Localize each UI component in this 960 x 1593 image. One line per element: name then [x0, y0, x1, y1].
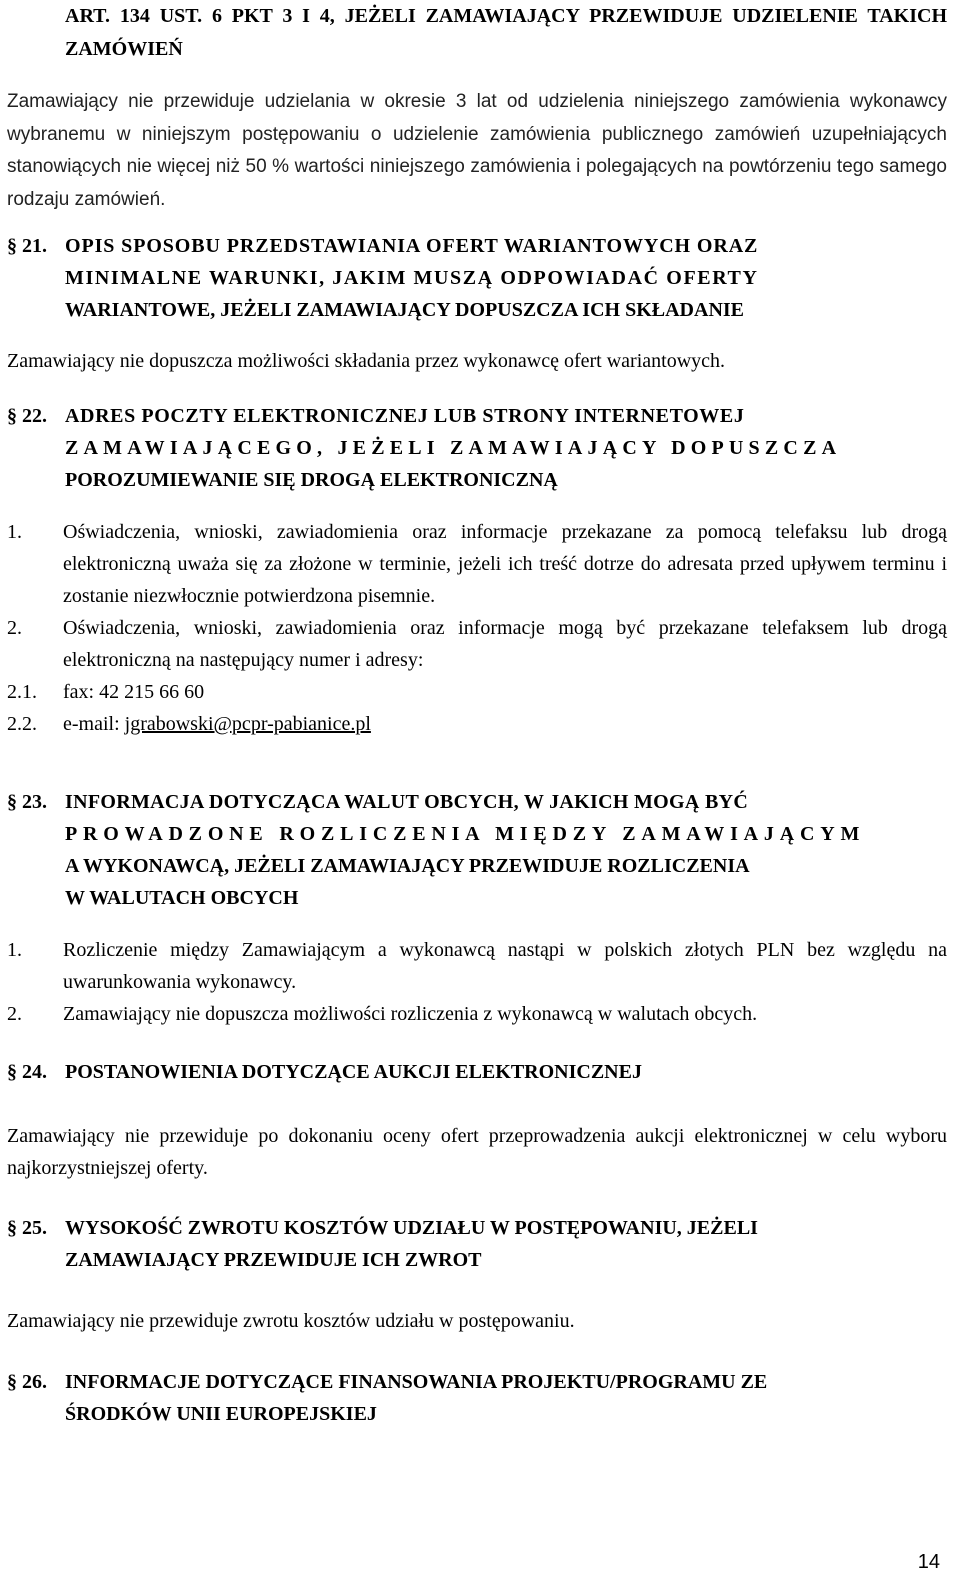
email-label: e-mail:	[63, 713, 125, 735]
list-item	[7, 998, 947, 1030]
section-23-list	[7, 934, 947, 1030]
list-number: 2.2.	[7, 713, 37, 735]
list-text: fax: 42 215 66 60	[63, 681, 205, 703]
section-20-body: Zamawiający nie przewiduje udzielania w okresie 3 lat od udzielenia niniejszego zamówienia wykonawcy wybranemu w niniejszym postępowaniu o udzielenie zamówienia publicznego zamówień uzupełniających stanowiących nie więcej niż 50 % wartości niniejszego zamówienia i polegających na powtórzeniu tego samego rodzaju zamówień.	[7, 91, 947, 210]
section-23-title-line: A WYKONAWCĄ, JEŻELI ZAMAWIAJĄCY PRZEWIDUJE ROZLICZENIA	[65, 855, 750, 877]
list-number: 1.	[7, 939, 22, 961]
section-21-title-line: OPIS SPOSOBU PRZEDSTAWIANIA OFERT WARIANTOWYCH ORAZ	[65, 235, 759, 257]
section-25-title-line: ZAMAWIAJĄCY PRZEWIDUJE ICH ZWROT	[65, 1249, 482, 1271]
section-22-title-line: ZAMAWIAJĄCEGO, JEŻELI ZAMAWIAJĄCY DOPUSZCZA	[65, 437, 842, 459]
section-number: § 23.	[7, 791, 47, 813]
section-22-title-line: POROZUMIEWANIE SIĘ DROGĄ ELEKTRONICZNĄ	[65, 469, 558, 491]
list-number: 1.	[7, 521, 22, 543]
section-number: § 22.	[7, 405, 47, 427]
section-26-heading	[7, 1366, 947, 1430]
section-25-body: Zamawiający nie przewiduje zwrotu kosztów udziału w postępowaniu.	[7, 1310, 575, 1332]
section-number: § 21.	[7, 235, 47, 257]
list-text: Zamawiający nie dopuszcza możliwości rozliczenia z wykonawcą w walutach obcych.	[63, 1003, 758, 1025]
section-20	[65, 0, 947, 66]
email-link[interactable]: jgrabowski@pcpr-pabianice.pl	[124, 713, 371, 735]
section-24-title: POSTANOWIENIA DOTYCZĄCE AUKCJI ELEKTRONICZNEJ	[65, 1061, 642, 1083]
section-number: § 24.	[7, 1061, 47, 1083]
list-item	[7, 516, 947, 612]
section-number: § 26.	[7, 1371, 47, 1393]
list-text	[63, 708, 947, 740]
section-23-title-line: INFORMACJA DOTYCZĄCA WALUT OBCYCH, W JAKICH MOGĄ BYĆ	[65, 791, 749, 813]
section-22-title-line: ADRES POCZTY ELEKTRONICZNEJ LUB STRONY INTERNETOWEJ	[65, 405, 745, 427]
list-text: Oświadczenia, wnioski, zawiadomienia oraz informacje mogą być przekazane telefaksem lub drogą elektroniczną na następujący numer i adresy:	[63, 617, 947, 671]
list-number: 2.1.	[7, 681, 37, 703]
list-item	[7, 676, 947, 708]
section-22-heading	[7, 400, 947, 496]
page-number: 14	[917, 1551, 940, 1573]
section-20-heading: ART. 134 UST. 6 PKT 3 I 4, JEŻELI ZAMAWIAJĄCY PRZEWIDUJE UDZIELENIE TAKICH ZAMÓWIEŃ	[65, 5, 947, 60]
section-23-title-line: PROWADZONE ROZLICZENIA MIĘDZY ZAMAWIAJĄCYM	[65, 823, 866, 845]
list-item	[7, 612, 947, 676]
list-item	[7, 934, 947, 998]
section-21-title-line: WARIANTOWE, JEŻELI ZAMAWIAJĄCY DOPUSZCZA ICH SKŁADANIE	[65, 299, 745, 321]
section-23-title-line: W WALUTACH OBCYCH	[65, 887, 299, 909]
section-26-title-line: INFORMACJE DOTYCZĄCE FINANSOWANIA PROJEKTU/PROGRAMU ZE	[65, 1371, 768, 1393]
section-23-heading	[7, 786, 947, 914]
section-24-body: Zamawiający nie przewiduje po dokonaniu oceny ofert przeprowadzenia aukcji elektronicznej w celu wyboru najkorzystniejszej oferty.	[7, 1125, 947, 1179]
list-number: 2.	[7, 617, 22, 639]
section-26-title-line: ŚRODKÓW UNII EUROPEJSKIEJ	[65, 1403, 377, 1425]
list-text: Rozliczenie między Zamawiającym a wykonawcą nastąpi w polskich złotych PLN bez względu na uwarunkowania wykonawcy.	[63, 939, 947, 993]
section-number: § 25.	[7, 1217, 47, 1239]
section-24-heading	[7, 1056, 947, 1088]
list-text: Oświadczenia, wnioski, zawiadomienia oraz informacje przekazane za pomocą telefaksu lub drogą elektroniczną uważa się za złożone w terminie, jeżeli ich treść dotrze do adresata przed upływem terminu i zostanie niezwłocznie potwierdzona pisemnie.	[63, 521, 947, 607]
list-number: 2.	[7, 1003, 22, 1025]
section-22-list	[7, 516, 947, 740]
section-25-heading	[7, 1212, 947, 1276]
section-21-body: Zamawiający nie dopuszcza możliwości składania przez wykonawcę ofert wariantowych.	[7, 350, 726, 372]
list-item	[7, 708, 947, 740]
section-21-title-line: MINIMALNE WARUNKI, JAKIM MUSZĄ ODPOWIADAĆ OFERTY	[65, 267, 759, 289]
section-25-title-line: WYSOKOŚĆ ZWROTU KOSZTÓW UDZIAŁU W POSTĘPOWANIU, JEŻELI	[65, 1217, 758, 1239]
section-21-heading	[7, 230, 947, 326]
